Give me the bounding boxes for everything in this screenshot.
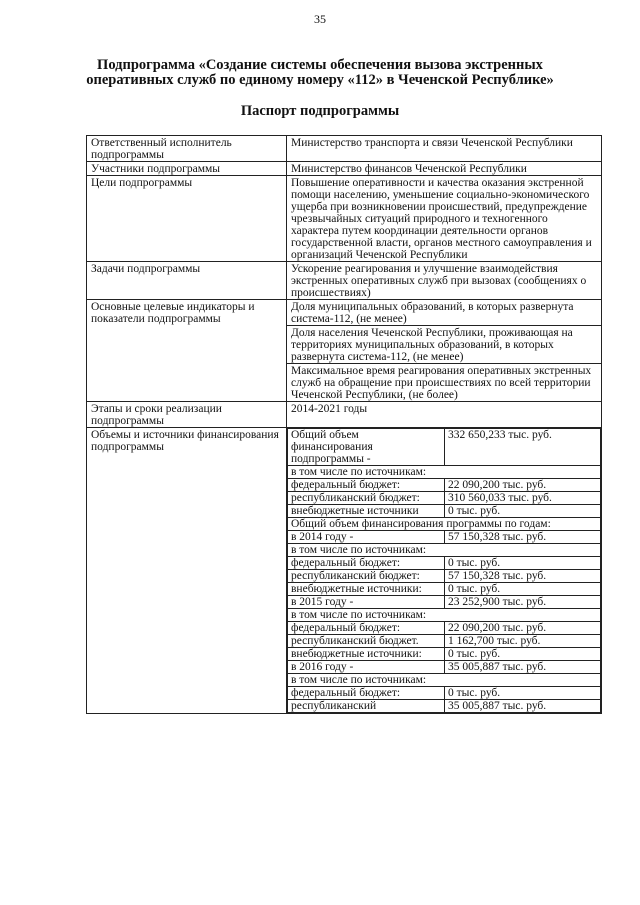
stages-value: 2014-2021 годы [287, 402, 602, 428]
row-goals [87, 176, 602, 262]
title-line-1: Подпрограмма «Создание системы обеспечения вызова экстренных [97, 57, 543, 73]
y2015-republic-label: республиканский бюджет. [288, 635, 445, 648]
y2014-incl: в том числе по источникам: [288, 544, 601, 557]
financing-table [287, 428, 601, 713]
row-indicators [87, 300, 602, 326]
republic-label: республиканский бюджет: [288, 492, 445, 505]
y2015-federal-label: федеральный бюджет: [288, 622, 445, 635]
y2014-offbudget-value: 0 тыс. руб. [445, 583, 601, 596]
executor-label: Ответственный исполнитель подпрограммы [87, 136, 287, 162]
federal-value: 22 090,200 тыс. руб. [445, 479, 601, 492]
row-stages [87, 402, 602, 428]
y2015-value: 23 252,900 тыс. руб. [445, 596, 601, 609]
offbudget-value: 0 тыс. руб. [445, 505, 601, 518]
executor-value: Министерство транспорта и связи Чеченской Республики [287, 136, 602, 162]
participants-value: Министерство финансов Чеченской Республики [287, 162, 602, 176]
row-executor [87, 136, 602, 162]
page-number: 35 [314, 12, 326, 26]
y2014-value: 57 150,328 тыс. руб. [445, 531, 601, 544]
y2016-republic-value: 35 005,887 тыс. руб. [445, 700, 601, 713]
row-tasks [87, 262, 602, 300]
financing-cell [287, 428, 602, 714]
tasks-label: Задачи подпрограммы [87, 262, 287, 300]
y2015-incl: в том числе по источникам: [288, 609, 601, 622]
y2014-label: в 2014 году - [288, 531, 445, 544]
y2014-federal-label: федеральный бюджет: [288, 557, 445, 570]
y2016-incl: в том числе по источникам: [288, 674, 601, 687]
y2015-label: в 2015 году - [288, 596, 445, 609]
y2015-offbudget-value: 0 тыс. руб. [445, 648, 601, 661]
indicator-3: Максимальное время реагирования оперативных экстренных служб на обращение при происшествиях по всей территории Чеченской Республики, (не более) [287, 364, 602, 402]
y2014-republic-label: республиканский бюджет: [288, 570, 445, 583]
indicator-1: Доля муниципальных образований, в которых развернута система-112, (не менее) [287, 300, 602, 326]
y2016-label: в 2016 году - [288, 661, 445, 674]
financing-label: Объемы и источники финансирования подпрограммы [87, 428, 287, 714]
y2016-value: 35 005,887 тыс. руб. [445, 661, 601, 674]
passport-table [86, 135, 602, 714]
offbudget-label: внебюджетные источники [288, 505, 445, 518]
tasks-value: Ускорение реагирования и улучшение взаимодействия экстренных оперативных служб при вызовах (сообщениях о происшествиях) [287, 262, 602, 300]
row-financing [87, 428, 602, 714]
y2016-republic-label: республиканский [288, 700, 445, 713]
incl-sources: в том числе по источникам: [288, 466, 601, 479]
y2014-republic-value: 57 150,328 тыс. руб. [445, 570, 601, 583]
indicator-2: Доля населения Чеченской Республики, проживающая на территориях муниципальных образований, в которых развернута система-112, (не менее) [287, 326, 602, 364]
y2016-federal-value: 0 тыс. руб. [445, 687, 601, 700]
federal-label: федеральный бюджет: [288, 479, 445, 492]
y2015-federal-value: 22 090,200 тыс. руб. [445, 622, 601, 635]
indicators-label: Основные целевые индикаторы и показатели подпрограммы [87, 300, 287, 402]
title-line-2: оперативных служб по единому номеру «112» в Чеченской Республике» [86, 72, 554, 88]
page-title [60, 58, 580, 88]
y2016-federal-label: федеральный бюджет: [288, 687, 445, 700]
by-years-label: Общий объем финансирования программы по годам: [288, 518, 601, 531]
y2014-offbudget-label: внебюджетные источники: [288, 583, 445, 596]
participants-label: Участники подпрограммы [87, 162, 287, 176]
y2015-offbudget-label: внебюджетные источники: [288, 648, 445, 661]
goals-label: Цели подпрограммы [87, 176, 287, 262]
y2015-republic-value: 1 162,700 тыс. руб. [445, 635, 601, 648]
total-label: Общий объем финансирования подпрограммы - [288, 429, 445, 466]
row-participants [87, 162, 602, 176]
total-value: 332 650,233 тыс. руб. [445, 429, 601, 466]
stages-label: Этапы и сроки реализации подпрограммы [87, 402, 287, 428]
republic-value: 310 560,033 тыс. руб. [445, 492, 601, 505]
goals-value: Повышение оперативности и качества оказания экстренной помощи населению, уменьшение социально-экономического ущерба при возникновении происшествий, предупреждение чрезвычайных ситуаций природного и техногенного характера путем координации деятельности органов государственной власти, органов местного самоуправления и организаций Чеченской Республики [287, 176, 602, 262]
y2014-federal-value: 0 тыс. руб. [445, 557, 601, 570]
passport-heading: Паспорт подпрограммы [240, 103, 400, 119]
